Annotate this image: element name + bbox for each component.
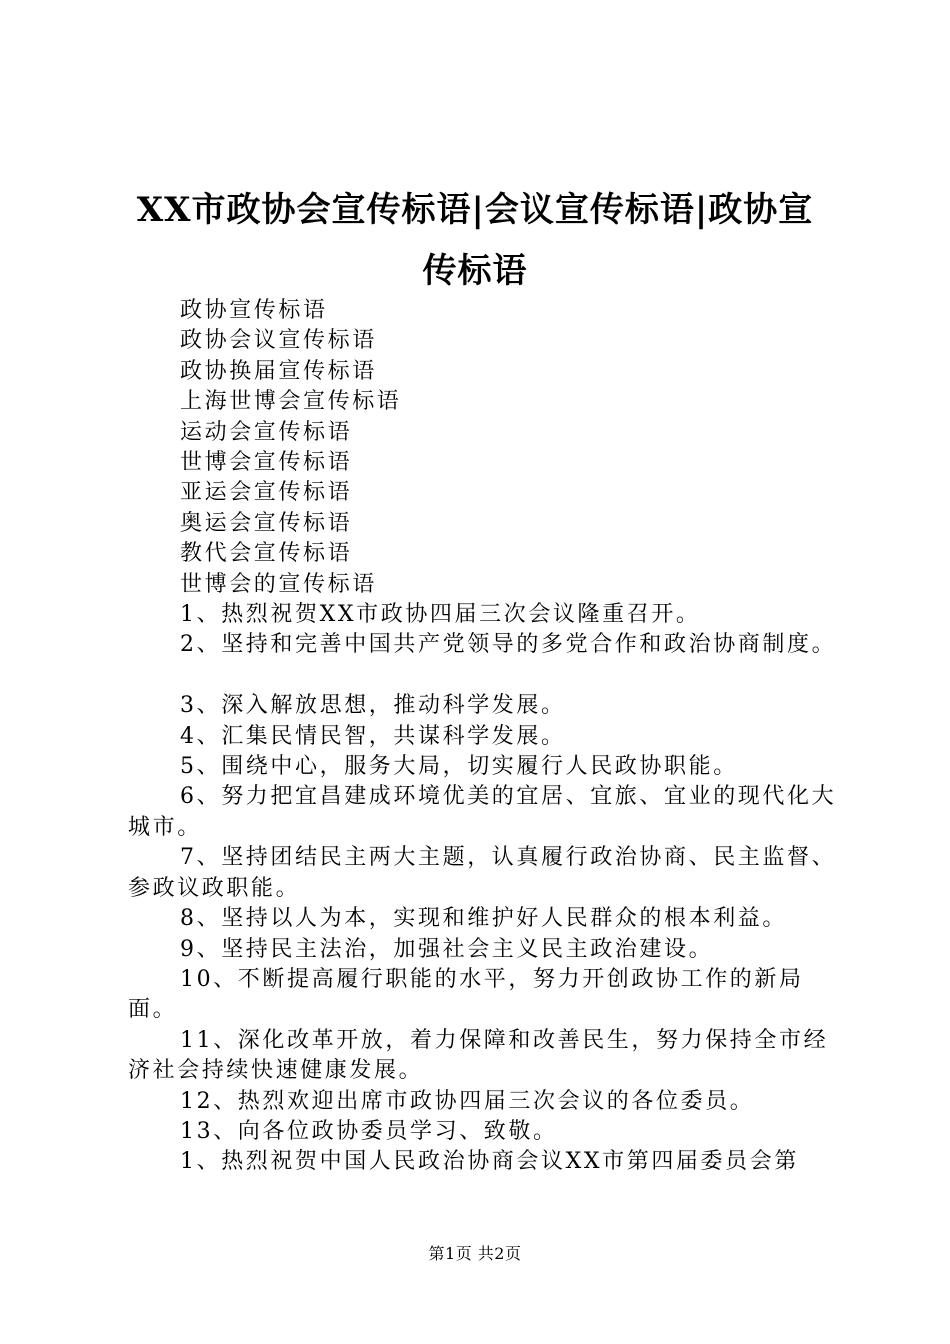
topic-item: 世博会宣传标语 (180, 450, 353, 476)
slogan-item: 10、不断提高履行职能的水平，努力开创政协工作的新局面。 (128, 966, 804, 1023)
topic-item: 奥运会宣传标语 (180, 510, 353, 536)
topic-item: 亚运会宣传标语 (180, 480, 353, 506)
document-body (128, 296, 840, 1178)
slogan-item: 9、坚持民主法治，加强社会主义民主政治建设。 (180, 936, 714, 962)
slogan-item: 7、坚持团结民主两大主题，认真履行政治协商、民主监督、参政议政职能。 (128, 845, 837, 901)
slogan-item: 13、向各位政协委员学习、致敬。 (180, 1118, 558, 1144)
slogan-item: 3、深入解放思想，推动科学发展。 (180, 693, 566, 719)
slogan-item: 12、热烈欢迎出席市政协四届三次会议的各位委员。 (180, 1088, 755, 1114)
slogan-item: 4、汇集民情民智，共谋科学发展。 (180, 723, 566, 749)
blank-line (128, 661, 840, 691)
topic-item: 政协会议宣传标语 (180, 328, 377, 354)
topic-item: 教代会宣传标语 (180, 541, 353, 567)
topic-item: 上海世博会宣传标语 (180, 389, 402, 415)
topic-item: 政协换届宣传标语 (180, 358, 377, 384)
page-number-footer: 第1页 共2页 (428, 1244, 522, 1263)
slogan-item: 1、热烈祝贺中国人民政治协商会议XX市第四届委员会第 (180, 1149, 799, 1175)
topic-item: 世博会的宣传标语 (180, 571, 377, 597)
topic-item: 运动会宣传标语 (180, 419, 353, 445)
slogan-item: 8、坚持以人为本，实现和维护好人民群众的根本利益。 (180, 906, 787, 932)
slogan-item: 6、努力把宜昌建成环境优美的宜居、宜旅、宜业的现代化大城市。 (128, 784, 837, 840)
document-title-line-2: 传标语 (422, 251, 528, 291)
slogan-item: 5、围绕中心，服务大局，切实履行人民政协职能。 (180, 754, 738, 780)
document-title-line-1: XX市政协会宣传标语|会议宣传标语|政协宣 (136, 190, 814, 230)
slogan-item: 2、坚持和完善中国共产党领导的多党合作和政治协商制度。 (180, 632, 837, 658)
slogan-item: 1、热烈祝贺XX市政协四届三次会议隆重召开。 (180, 602, 701, 628)
slogan-item: 11、深化改革开放，着力保障和改善民生，努力保持全市经济社会持续快速健康发展。 (128, 1027, 829, 1084)
topic-item: 政协宣传标语 (180, 298, 328, 323)
